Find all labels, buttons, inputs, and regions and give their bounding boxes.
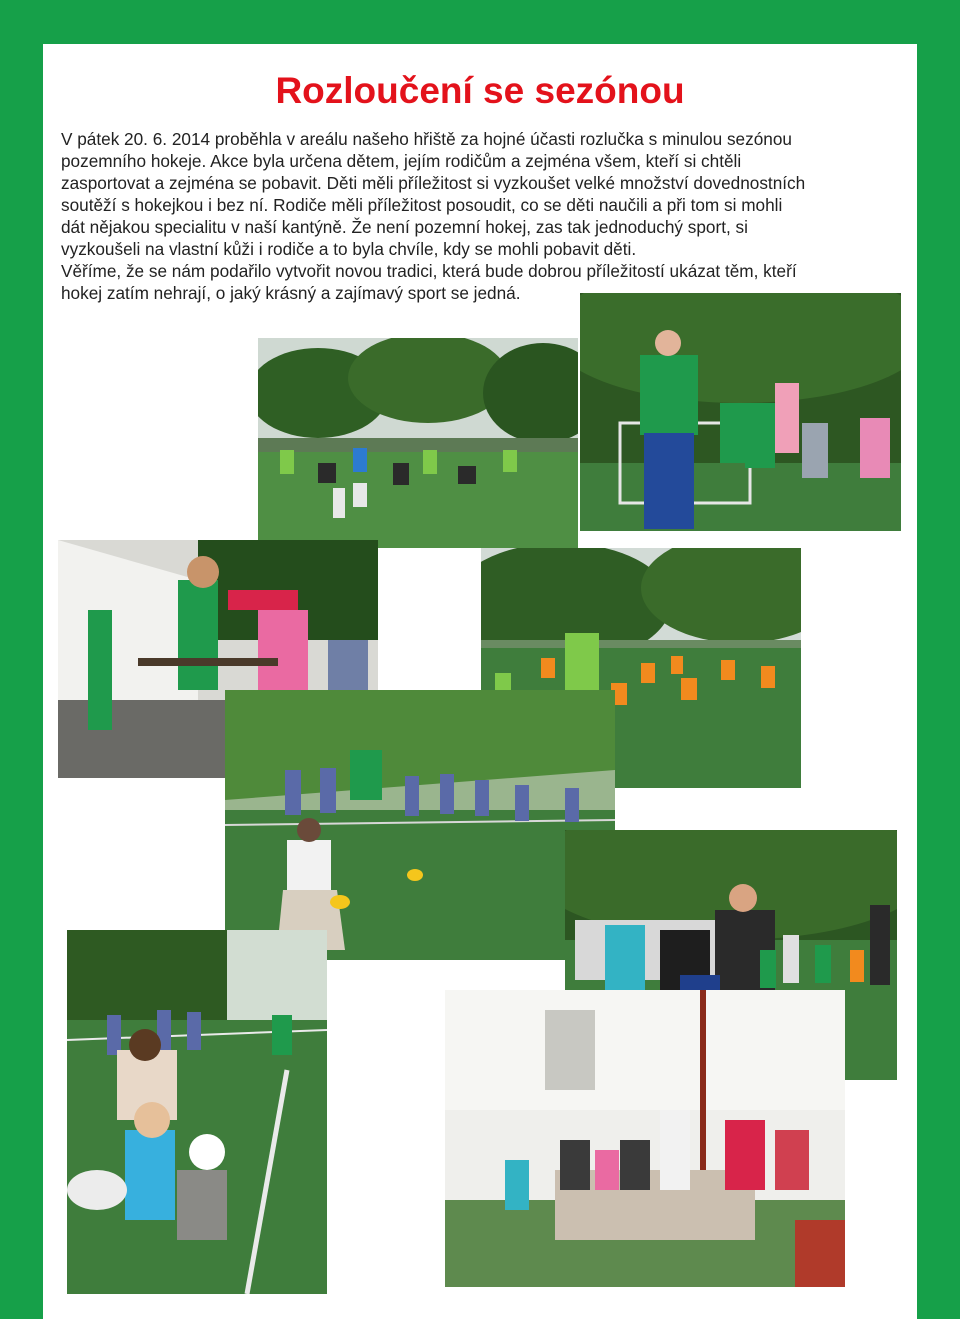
paragraph-line: soutěží s hokejkou i bez ní. Rodiče měli příležitost posoudit, co se děti naučili a při tom si mohli (61, 195, 783, 215)
photo-parents-stickhandling (258, 338, 578, 548)
paragraph-line: vyzkoušeli na vlastní kůži i rodiče a to byla chvíle, kdy se mohli pobavit děti. (61, 239, 637, 259)
paragraph-line: zasportovat a zejména se pobavit. Děti měli příležitost si vyzkoušet velké množství dovednostních (61, 173, 806, 193)
photo-kids-sitting-by-line (67, 930, 327, 1294)
photo-coach-and-kids-at-goal (580, 293, 901, 531)
article-paragraph (61, 128, 911, 304)
photo-canteen-terrace (445, 990, 845, 1287)
paragraph-line: pozemního hokeje. Akce byla určena dětem, jejím rodičům a zejména všem, kteří si chtěli (61, 151, 742, 171)
paragraph-line: dát nějakou specialitu v naší kantýně. Že není pozemní hokej, zas tak jednoduchý sport, si (61, 217, 748, 237)
page-title: Rozloučení se sezónou (275, 70, 685, 111)
paragraph-line: hokej zatím nehrají, o jaký krásný a zajímavý sport se jedná. (61, 283, 521, 303)
paragraph-line: V pátek 20. 6. 2014 proběhla v areálu našeho hřiště za hojné účasti rozlučka s minulou sezónou (61, 129, 792, 149)
paragraph-line: Věříme, že se nám podařilo vytvořit novou tradici, která bude dobrou příležitostí ukázat těm, kteří (61, 261, 797, 281)
photo-sack-race (225, 690, 615, 960)
